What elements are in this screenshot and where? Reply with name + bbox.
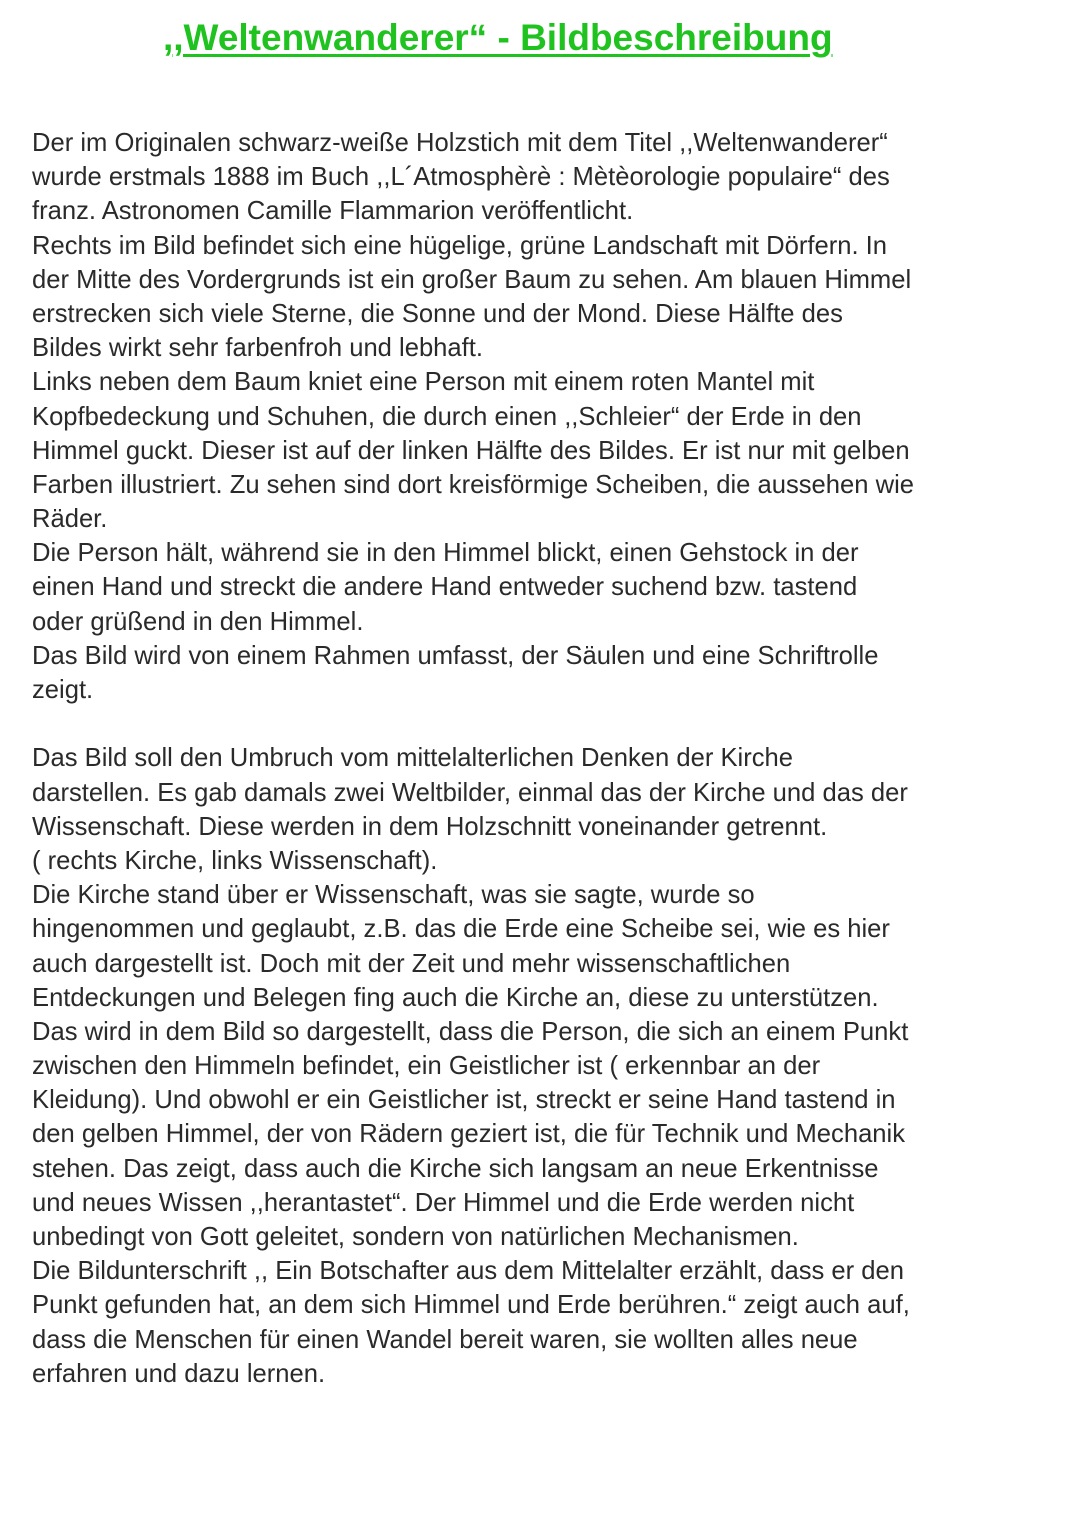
text-line: Himmel guckt. Dieser ist auf der linken Hälfte des Bildes. Er ist nur mit gelben xyxy=(32,436,910,465)
text-line: Entdeckungen und Belegen fing auch die Kirche an, diese zu unterstützen. xyxy=(32,983,879,1012)
text-line: Links neben dem Baum kniet eine Person mit einem roten Mantel mit xyxy=(32,368,815,397)
text-line: Der im Originalen schwarz-weiße Holzstich mit dem Titel ,,Weltenwanderer“ xyxy=(32,129,888,157)
text-line: Kopfbedeckung und Schuhen, die durch einen ,,Schleier“ der Erde in den xyxy=(32,402,862,431)
text-line: erfahren und dazu lernen. xyxy=(32,1359,326,1388)
text-line: hingenommen und geglaubt, z.B. das die Erde eine Scheibe sei, wie es hier xyxy=(32,915,890,944)
text-line: einen Hand und streckt die andere Hand entweder suchend bzw. tastend xyxy=(32,573,858,602)
text-line: Kleidung). Und obwohl er ein Geistlicher ist, streckt er seine Hand tastend in xyxy=(32,1086,896,1115)
text-line: zwischen den Himmeln befindet, ein Geistlicher ist ( erkennbar an der xyxy=(32,1052,821,1081)
text-line: und neues Wissen ,,herantastet“. Der Himmel und die Erde werden nicht xyxy=(32,1188,855,1217)
text-line: Punkt gefunden hat, an dem sich Himmel und Erde berühren.“ zeigt auch auf, xyxy=(32,1291,910,1320)
page-title: ,,Weltenwanderer“ - Bildbeschreibung xyxy=(163,17,833,58)
text-line: erstrecken sich viele Sterne, die Sonne und der Mond. Diese Hälfte des xyxy=(32,299,843,328)
text-line: zeigt. xyxy=(32,676,94,704)
text-line: Rechts im Bild befindet sich eine hügelige, grüne Landschaft mit Dörfern. In xyxy=(32,231,888,260)
text-line: Das wird in dem Bild so dargestellt, dass die Person, die sich an einem Punkt xyxy=(32,1017,909,1046)
text-line: den gelben Himmel, der von Rädern geziert ist, die für Technik und Mechanik xyxy=(32,1120,906,1149)
text-line: Das Bild soll den Umbruch vom mittelalterlichen Denken der Kirche xyxy=(32,744,794,773)
text-line: Räder. xyxy=(32,505,108,534)
text-line: franz. Astronomen Camille Flammarion veröffentlicht. xyxy=(32,197,634,226)
text-line: ( rechts Kirche, links Wissenschaft). xyxy=(32,846,438,875)
text-line: Die Bildunterschrift ,, Ein Botschafter aus dem Mittelalter erzählt, dass er den xyxy=(32,1257,904,1286)
text-line: unbedingt von Gott geleitet, sondern von natürlichen Mechanismen. xyxy=(32,1223,799,1251)
document-body xyxy=(32,126,1072,1391)
text-line: Farben illustriert. Zu sehen sind dort kreisförmige Scheiben, die aussehen wie xyxy=(32,470,915,499)
text-line: Die Person hält, während sie in den Himmel blickt, einen Gehstock in der xyxy=(32,539,859,568)
text-line: wurde erstmals 1888 im Buch ,,L´Atmosphèrè : Mètèorologie populaire“ des xyxy=(32,163,890,192)
text-line: Das Bild wird von einem Rahmen umfasst, der Säulen und eine Schriftrolle xyxy=(32,641,879,670)
text-line: Die Kirche stand über er Wissenschaft, was sie sagte, wurde so xyxy=(32,881,755,910)
text-line: darstellen. Es gab damals zwei Weltbilder, einmal das der Kirche und das der xyxy=(32,778,908,807)
text-line: auch dargestellt ist. Doch mit der Zeit und mehr wissenschaftlichen xyxy=(32,949,791,978)
text-line: Bildes wirkt sehr farbenfroh und lebhaft. xyxy=(32,334,483,363)
paragraph-gap xyxy=(32,707,1072,741)
text-line: der Mitte des Vordergrunds ist ein großer Baum zu sehen. Am blauen Himmel xyxy=(32,265,912,294)
text-line: dass die Menschen für einen Wandel bereit waren, sie wollten alles neue xyxy=(32,1325,858,1354)
text-line: Wissenschaft. Diese werden in dem Holzschnitt voneinander getrennt. xyxy=(32,812,828,841)
text-line: stehen. Das zeigt, dass auch die Kirche sich langsam an neue Erkentnisse xyxy=(32,1154,879,1183)
text-line: oder grüßend in den Himmel. xyxy=(32,607,364,636)
